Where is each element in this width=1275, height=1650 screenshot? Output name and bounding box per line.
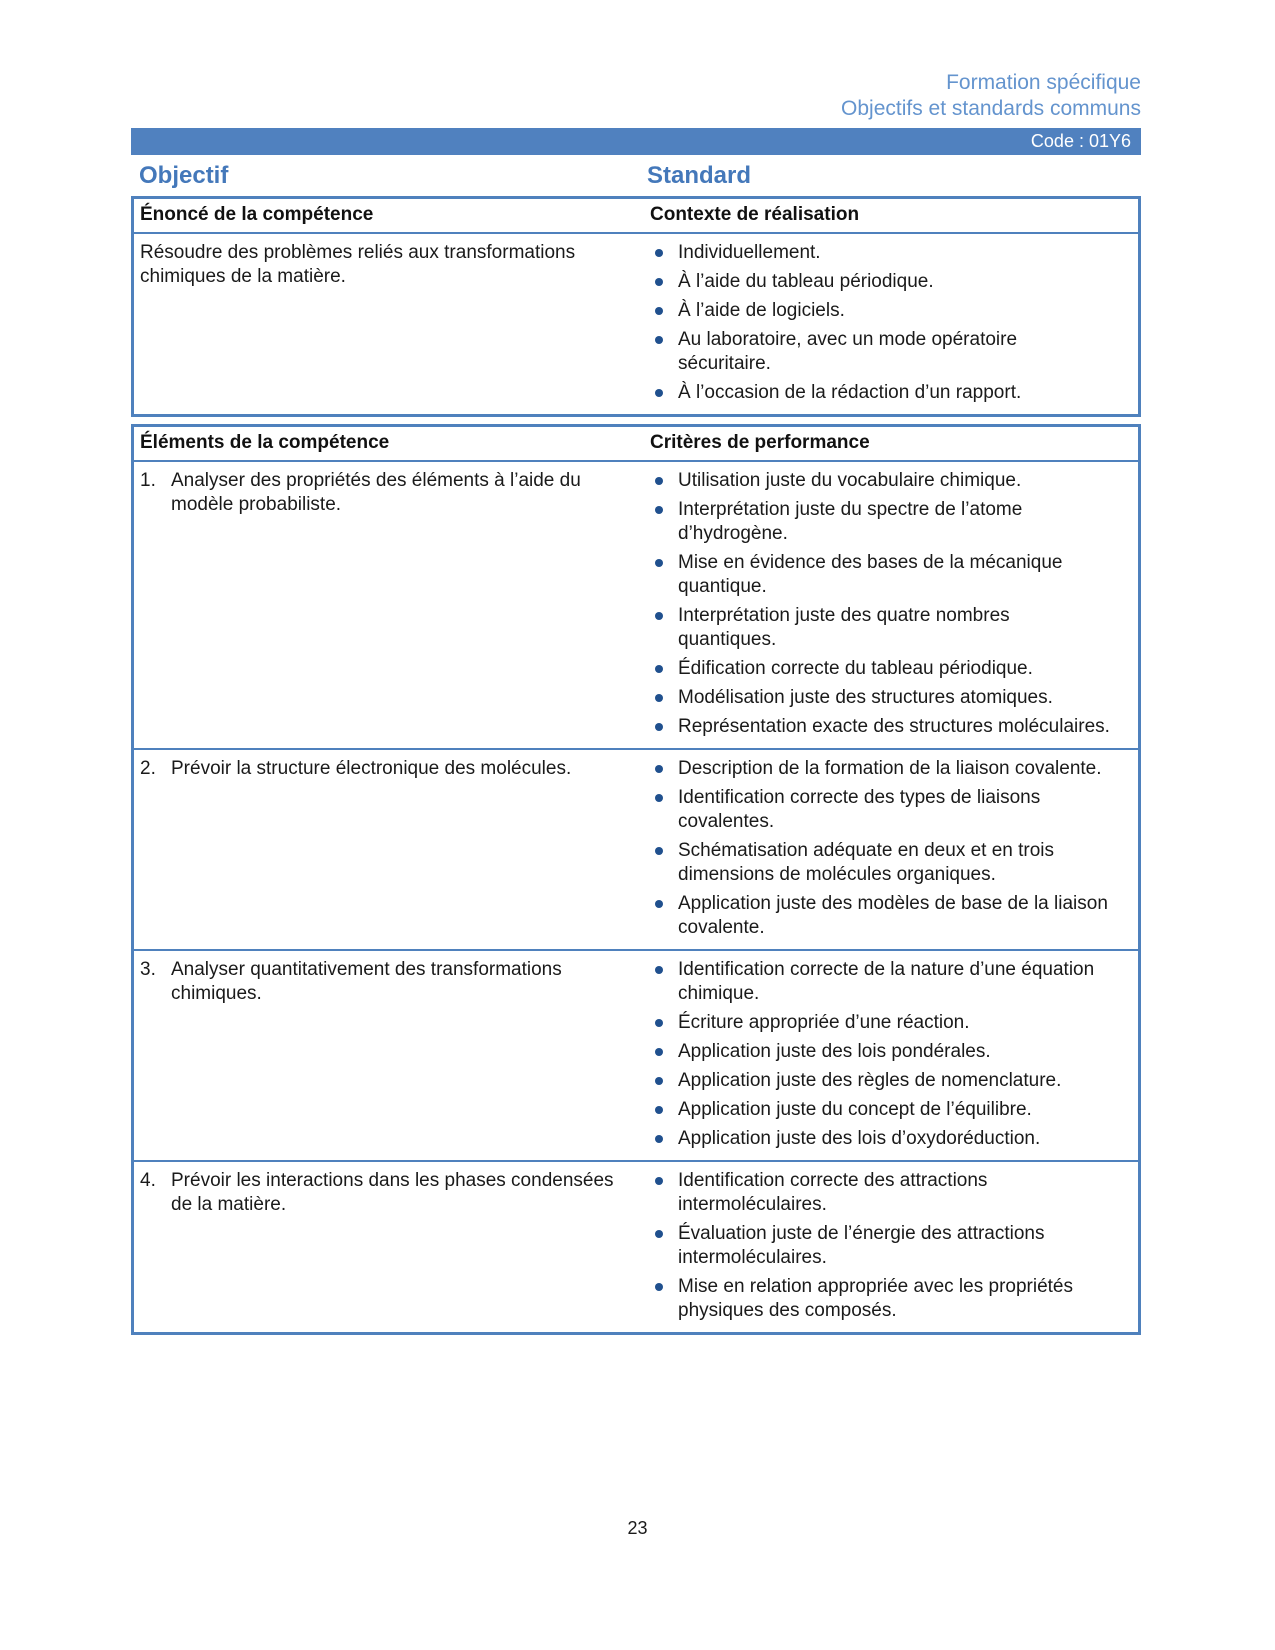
- criteria-item-text: Évaluation juste de l’énergie des attractions intermoléculaires.: [678, 1223, 1045, 1268]
- bullet-icon: [655, 612, 663, 620]
- element-cell: [134, 462, 643, 748]
- criteria-item: [643, 1011, 1112, 1035]
- criteria-item: [643, 1098, 1112, 1122]
- competence-statement-cell: [134, 234, 643, 414]
- criteria-item-text: Application juste des modèles de base de la liaison covalente.: [678, 893, 1108, 938]
- bullet-icon: [655, 900, 663, 908]
- code-label: Code : 01Y6: [1030, 131, 1131, 151]
- bullet-icon: [655, 1177, 663, 1185]
- context-item: [643, 299, 1112, 323]
- context-item-text: Au laboratoire, avec un mode opératoire sécuritaire.: [678, 329, 1018, 374]
- context-item: [643, 328, 1112, 376]
- competence-table-header: [134, 199, 1138, 234]
- page-footer: [0, 1516, 1275, 1540]
- element-cell: [134, 1162, 643, 1332]
- criteria-list: [643, 757, 1112, 940]
- criteria-item-text: Application juste des règles de nomenclature.: [678, 1070, 1062, 1091]
- criteria-item-text: Modélisation juste des structures atomiques.: [678, 687, 1053, 708]
- context-item: [643, 241, 1112, 265]
- bullet-icon: [655, 765, 663, 773]
- element-number: 4.: [140, 1170, 156, 1191]
- bullet-icon: [655, 723, 663, 731]
- element-entry: [134, 757, 635, 781]
- criteria-item-text: Interprétation juste du spectre de l’atome d’hydrogène.: [678, 499, 1023, 544]
- bullet-icon: [655, 1077, 663, 1085]
- criteria-item: [643, 1169, 1112, 1217]
- criteria-item: [643, 686, 1112, 710]
- criteria-cell: [643, 1162, 1138, 1332]
- bullet-icon: [655, 794, 663, 802]
- context-list: [643, 241, 1112, 405]
- criteria-item: [643, 1275, 1112, 1323]
- bullet-icon: [655, 336, 663, 344]
- element-text: Analyser des propriétés des éléments à l’aide du modèle probabiliste.: [171, 470, 581, 515]
- bullet-icon: [655, 1135, 663, 1143]
- criteria-item: [643, 715, 1112, 739]
- column-title-objectif: Objectif: [139, 162, 229, 189]
- bullet-icon: [655, 1230, 663, 1238]
- criteria-cell: [643, 750, 1138, 949]
- bullet-icon: [655, 665, 663, 673]
- criteria-item-text: Mise en évidence des bases de la mécanique quantique.: [678, 552, 1063, 597]
- header-line-2: Objectifs et standards communs: [841, 97, 1141, 120]
- context-item-text: À l’aide de logiciels.: [678, 300, 845, 321]
- criteria-item: [643, 469, 1112, 493]
- element-text: Prévoir les interactions dans les phases condensées de la matière.: [171, 1170, 614, 1215]
- element-number: 2.: [140, 758, 156, 779]
- bullet-icon: [655, 389, 663, 397]
- criteria-item-text: Schématisation adéquate en deux et en trois dimensions de molécules organiques.: [678, 840, 1055, 885]
- criteria-item: [643, 1069, 1112, 1093]
- criteria-item: [643, 958, 1112, 1006]
- criteria-item-text: Écriture appropriée d’une réaction.: [678, 1012, 970, 1033]
- criteria-cell: [643, 462, 1138, 748]
- element-row: [134, 1160, 1138, 1332]
- criteria-item-text: Application juste des lois d’oxydoréduction.: [678, 1128, 1041, 1149]
- bullet-icon: [655, 1048, 663, 1056]
- criteria-item-text: Application juste des lois pondérales.: [678, 1041, 991, 1062]
- elements-table: [131, 424, 1141, 1335]
- header-line-1: Formation spécifique: [946, 71, 1141, 94]
- element-cell: [134, 951, 643, 1160]
- bullet-icon: [655, 506, 663, 514]
- bullet-icon: [655, 249, 663, 257]
- criteria-item-text: Mise en relation appropriée avec les propriétés physiques des composés.: [678, 1276, 1073, 1321]
- criteria-item: [643, 757, 1112, 781]
- bullet-icon: [655, 477, 663, 485]
- criteria-item-text: Identification correcte de la nature d’une équation chimique.: [678, 959, 1095, 1004]
- context-item: [643, 270, 1112, 294]
- elements-header-left: Éléments de la compétence: [140, 432, 390, 453]
- context-item-text: À l’occasion de la rédaction d’un rapport.: [678, 382, 1022, 403]
- criteria-item: [643, 604, 1112, 652]
- criteria-item: [643, 1127, 1112, 1151]
- column-title-standard: Standard: [647, 162, 752, 189]
- criteria-item-text: Édification correcte du tableau périodique.: [678, 658, 1033, 679]
- competence-statement: Résoudre des problèmes reliés aux transformations chimiques de la matière.: [140, 242, 576, 287]
- elements-table-header: [134, 427, 1138, 462]
- criteria-item-text: Application juste du concept de l’équilibre.: [678, 1099, 1032, 1120]
- context-item: [643, 381, 1112, 405]
- elements-rows: [134, 462, 1138, 1332]
- bullet-icon: [655, 694, 663, 702]
- criteria-item: [643, 498, 1112, 546]
- element-row: [134, 462, 1138, 748]
- element-row: [134, 949, 1138, 1160]
- criteria-list: [643, 958, 1112, 1151]
- criteria-item: [643, 892, 1112, 940]
- page-number: 23: [627, 1518, 648, 1538]
- element-entry: [134, 958, 635, 1006]
- context-cell: [643, 234, 1138, 414]
- criteria-item: [643, 551, 1112, 599]
- bullet-icon: [655, 966, 663, 974]
- elements-header-right: Critères de performance: [650, 432, 870, 453]
- criteria-list: [643, 1169, 1112, 1323]
- element-text: Analyser quantitativement des transformations chimiques.: [171, 959, 562, 1004]
- competence-table: [131, 196, 1141, 417]
- criteria-item-text: Identification correcte des types de liaisons covalentes.: [678, 787, 1041, 832]
- criteria-cell: [643, 951, 1138, 1160]
- competence-header-right: Contexte de réalisation: [650, 204, 860, 225]
- running-header: [131, 0, 1141, 122]
- criteria-item: [643, 1040, 1112, 1064]
- context-item-text: À l’aide du tableau périodique.: [678, 271, 934, 292]
- bullet-icon: [655, 847, 663, 855]
- criteria-item: [643, 657, 1112, 681]
- criteria-item: [643, 839, 1112, 887]
- criteria-list: [643, 469, 1112, 739]
- bullet-icon: [655, 1106, 663, 1114]
- criteria-item-text: Description de la formation de la liaison covalente.: [678, 758, 1102, 779]
- element-entry: [134, 469, 635, 517]
- bullet-icon: [655, 1283, 663, 1291]
- element-entry: [134, 1169, 635, 1217]
- element-number: 1.: [140, 470, 156, 491]
- criteria-item-text: Utilisation juste du vocabulaire chimique.: [678, 470, 1022, 491]
- element-row: [134, 748, 1138, 949]
- competence-row: [134, 234, 1138, 414]
- bullet-icon: [655, 307, 663, 315]
- bullet-icon: [655, 278, 663, 286]
- criteria-item-text: Interprétation juste des quatre nombres quantiques.: [678, 605, 1010, 650]
- bullet-icon: [655, 559, 663, 567]
- criteria-item-text: Représentation exacte des structures moléculaires.: [678, 716, 1110, 737]
- criteria-item: [643, 1222, 1112, 1270]
- bullet-icon: [655, 1019, 663, 1027]
- competence-header-left: Énoncé de la compétence: [140, 204, 374, 225]
- criteria-item-text: Identification correcte des attractions intermoléculaires.: [678, 1170, 988, 1215]
- element-text: Prévoir la structure électronique des molécules.: [171, 758, 572, 779]
- context-item-text: Individuellement.: [678, 242, 821, 263]
- page-content: [131, 0, 1141, 1335]
- element-cell: [134, 750, 643, 949]
- column-titles: [131, 159, 1141, 196]
- element-number: 3.: [140, 959, 156, 980]
- code-bar: [131, 128, 1141, 155]
- criteria-item: [643, 786, 1112, 834]
